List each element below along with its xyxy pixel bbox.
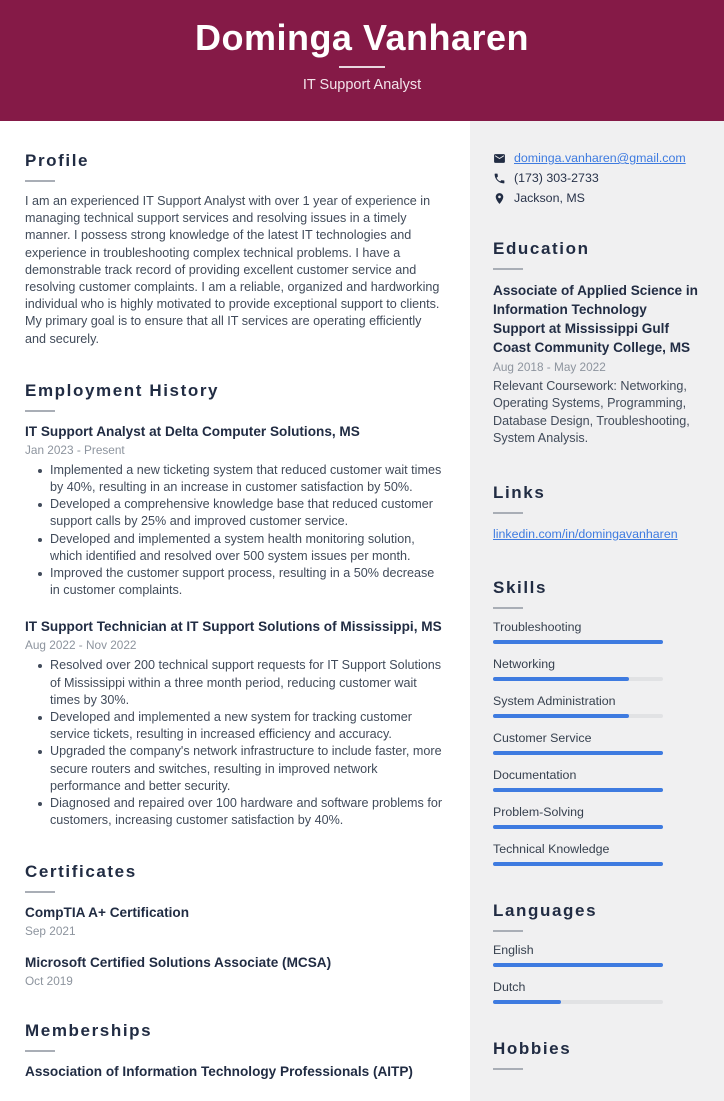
job-title: IT Support Technician at IT Support Solutions of Mississippi, MS — [25, 619, 442, 635]
job-bullet-list — [38, 657, 444, 829]
skill-label: Troubleshooting — [493, 619, 582, 634]
job-bullet-list — [38, 462, 444, 600]
job-bullet: Developed and implemented a new system for tracking customer service tickets, resulting in increased efficiency and accuracy. — [38, 709, 444, 743]
certificate-title: CompTIA A+ Certification — [25, 905, 190, 921]
skill-meter-fill — [493, 825, 663, 829]
phone-icon — [493, 172, 506, 185]
skill-meter — [493, 788, 663, 792]
job-entry — [25, 618, 444, 829]
skill-item — [493, 620, 700, 644]
job-bullet: Implemented a new ticketing system that reduced customer wait times by 40%, resulting in an increase in customer satisfaction by 50%. — [38, 462, 444, 496]
skill-meter — [493, 714, 663, 718]
section-skills — [493, 578, 700, 866]
languages-heading: Languages — [493, 900, 598, 920]
envelope-icon — [493, 152, 506, 165]
skill-meter — [493, 825, 663, 829]
phone-number: (173) 303-2733 — [514, 171, 599, 185]
job-title: IT Support Analyst at Delta Computer Solutions, MS — [25, 423, 360, 439]
section-memberships — [25, 1021, 444, 1081]
skill-label: Technical Knowledge — [493, 841, 610, 856]
skill-meter-fill — [493, 788, 663, 792]
contact-phone-row — [493, 171, 700, 185]
heading-rule — [493, 930, 523, 932]
resume-body — [0, 121, 724, 1101]
skill-item — [493, 731, 700, 755]
education-description: Relevant Coursework: Networking, Operating Systems, Programming, Database Design, Troubleshooting, System Analysis. — [493, 379, 690, 446]
candidate-job-title: IT Support Analyst — [302, 77, 422, 93]
skill-label: Networking — [493, 656, 555, 671]
section-profile — [25, 151, 444, 348]
certificate-title: Microsoft Certified Solutions Associate (MCSA) — [25, 955, 332, 971]
certificate-entry — [25, 904, 444, 938]
skill-meter-fill — [493, 677, 629, 681]
profile-heading: Profile — [25, 151, 90, 170]
header-divider — [339, 66, 385, 68]
contact-block — [493, 151, 700, 205]
certificate-date: Oct 2019 — [25, 974, 73, 989]
job-entry — [25, 423, 444, 600]
skill-meter-fill — [493, 714, 629, 718]
job-dates: Jan 2023 - Present — [25, 442, 125, 457]
location-text: Jackson, MS — [514, 191, 585, 205]
skill-label: Customer Service — [493, 730, 592, 745]
language-label: English — [493, 942, 534, 957]
language-meter — [493, 1000, 663, 1004]
candidate-name: Dominga Vanharen — [194, 17, 530, 58]
education-dates: Aug 2018 - May 2022 — [493, 360, 606, 374]
language-item — [493, 943, 700, 967]
heading-rule — [25, 180, 55, 182]
skill-label: System Administration — [493, 693, 616, 708]
job-bullet: Upgraded the company's network infrastructure to include faster, more secure routers and switches, resulting in improved network performance and better security. — [38, 743, 444, 795]
employment-heading: Employment History — [25, 380, 220, 400]
skill-meter — [493, 640, 663, 644]
heading-rule — [493, 512, 523, 514]
section-employment-history — [25, 381, 444, 830]
certificate-date: Sep 2021 — [25, 924, 76, 939]
heading-rule — [25, 1050, 55, 1052]
skill-meter-fill — [493, 640, 663, 644]
heading-rule — [25, 891, 55, 893]
skill-meter — [493, 677, 663, 681]
skill-meter — [493, 862, 663, 866]
skill-label: Documentation — [493, 767, 577, 782]
map-pin-icon — [493, 192, 506, 205]
profile-text: I am an experienced IT Support Analyst with over 1 year of experience in managing technical support services and resolving issues in a timely manner. I possess strong knowledge of the latest IT technologies and experience in troubleshooting complex technical problems. I have a demonstrable track record of providing excellent customer service and resolving customer complaints. I am a reliable, organized and hardworking individual who is highly motivated to provide exceptional support to clients. My primary goal is to ensure that all IT services are operating efficiently and securely. — [25, 194, 440, 346]
section-education — [493, 239, 700, 448]
resume-header — [0, 0, 724, 121]
certificates-heading: Certificates — [25, 862, 137, 882]
linkedin-link[interactable]: linkedin.com/in/domingavanharen — [493, 526, 678, 541]
heading-rule — [493, 607, 523, 609]
contact-email-row — [493, 151, 700, 165]
language-meter-fill — [493, 963, 663, 967]
section-languages — [493, 901, 700, 1004]
skill-item — [493, 768, 700, 792]
heading-rule — [493, 1068, 523, 1070]
job-bullet: Developed and implemented a system health monitoring solution, which identified and resolved over 500 system issues per month. — [38, 531, 444, 565]
job-bullet: Improved the customer support process, resulting in a 50% decrease in customer complaints. — [38, 565, 444, 599]
job-bullet: Diagnosed and repaired over 100 hardware and software problems for customers, increasing customer satisfaction by 40%. — [38, 795, 444, 829]
job-dates: Aug 2022 - Nov 2022 — [25, 638, 137, 653]
sidebar — [470, 121, 724, 1101]
section-hobbies — [493, 1039, 700, 1070]
certificate-entry — [25, 954, 444, 988]
education-degree: Associate of Applied Science in Information Technology Support at Mississippi Gulf Coast Community College, MS — [493, 283, 698, 355]
skill-meter-fill — [493, 751, 663, 755]
language-label: Dutch — [493, 979, 526, 994]
section-links — [493, 483, 700, 543]
heading-rule — [25, 410, 55, 412]
membership-title: Association of Information Technology Professionals (AITP) — [25, 1064, 413, 1080]
email-link[interactable]: dominga.vanharen@gmail.com — [514, 151, 686, 165]
job-bullet: Resolved over 200 technical support requests for IT Support Solutions of Mississippi within a three month period, reducing customer wait times by 30%. — [38, 657, 444, 709]
skill-item — [493, 842, 700, 866]
contact-location-row — [493, 191, 700, 205]
job-bullet: Developed a comprehensive knowledge base that reduced customer support calls by 25% and improved customer service. — [38, 496, 444, 530]
language-item — [493, 980, 700, 1004]
links-heading: Links — [493, 482, 546, 502]
main-column — [0, 121, 470, 1101]
skill-meter — [493, 751, 663, 755]
hobbies-heading: Hobbies — [493, 1038, 572, 1058]
skill-item — [493, 657, 700, 681]
skills-heading: Skills — [493, 577, 548, 597]
skill-meter-fill — [493, 862, 663, 866]
education-heading: Education — [493, 239, 590, 258]
heading-rule — [493, 268, 523, 270]
section-certificates — [25, 862, 444, 988]
memberships-heading: Memberships — [25, 1021, 153, 1041]
language-meter — [493, 963, 663, 967]
skill-label: Problem-Solving — [493, 804, 584, 819]
skill-item — [493, 805, 700, 829]
language-meter-fill — [493, 1000, 561, 1004]
skill-item — [493, 694, 700, 718]
